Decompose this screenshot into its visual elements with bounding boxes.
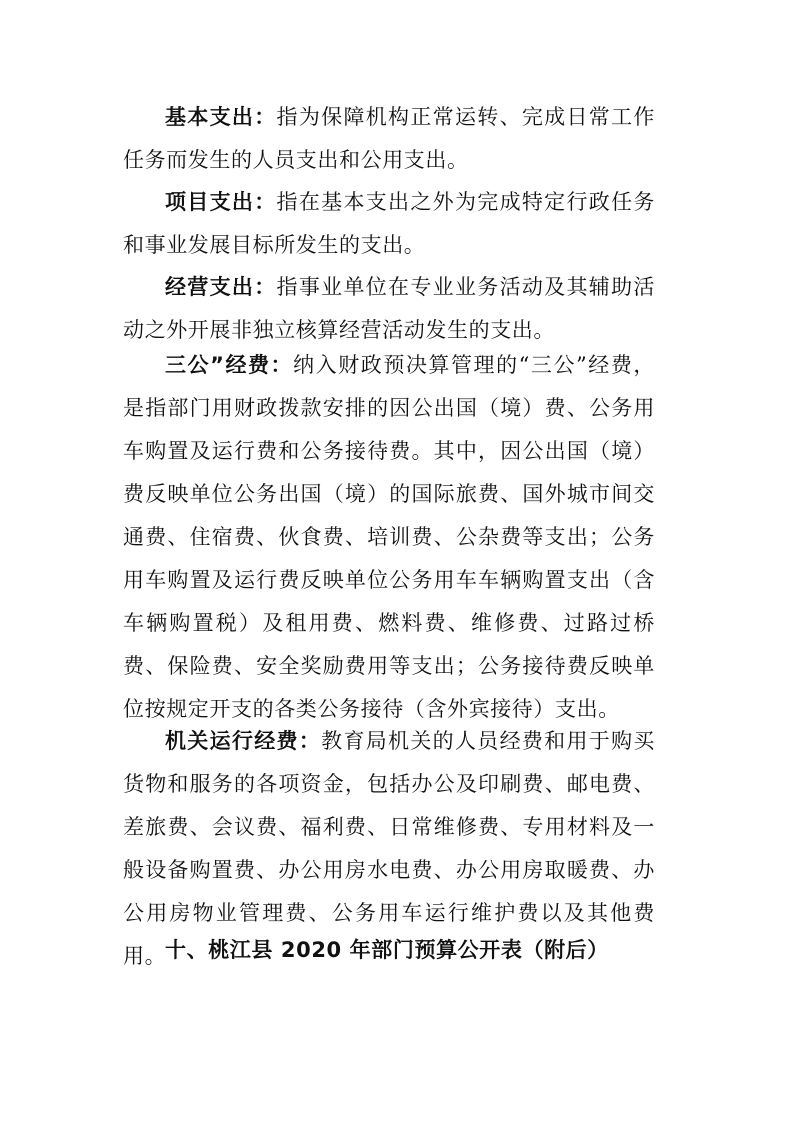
paragraph-basic-expenditure	[123, 96, 655, 182]
term-agency-operating-funds: 机关运行经费：	[165, 729, 322, 753]
term-project-expenditure: 项目支出：	[165, 190, 277, 214]
definition-three-public-funds: 纳入财政预决算管理的“三公”经费，是指部门用财政拨款安排的因公出国（境）费、公务用车购置及运行费和公务接待费。其中，因公出国（境）费反映单位公务出国（境）的国际旅费、国外城市间交通费、住宿费、伙食费、培训费、公杂费等支出；公务用车购置及运行费反映单位公务用车车辆购置支出（含车辆购置税）及租用费、燃料费、维修费、过路过桥费、保险费、安全奖励费用等支出；公务接待费反映单位按规定开支的各类公务接待（含外宾接待）支出。	[123, 353, 655, 721]
term-three-public-funds: 三公”经费：	[165, 353, 294, 377]
definition-operating-expenditure: 指事业单位在专业业务活动及其辅助活动之外开展非独立核算经营活动发生的支出。	[123, 275, 656, 342]
section-heading-budget-tables: 十、桃江县 2020 年部门预算公开表（附后）	[165, 938, 609, 962]
definition-project-expenditure: 指在基本支出之外为完成特定行政任务和事业发展目标所发生的支出。	[123, 190, 656, 257]
paragraph-three-public-funds	[123, 344, 655, 731]
paragraph-operating-expenditure	[123, 266, 655, 352]
term-operating-expenditure: 经营支出：	[165, 275, 277, 299]
term-basic-expenditure: 基本支出：	[165, 105, 277, 129]
definition-basic-expenditure: 指为保障机构正常运转、完成日常工作任务而发生的人员支出和公用支出。	[123, 105, 656, 172]
definition-agency-operating-funds: 教育局机关的人员经费和用于购买货物和服务的各项资金，包括办公及印刷费、邮电费、差旅费、会议费、福利费、日常维修费、专用材料及一般设备购置费、办公用房水电费、办公用房取暖费、办公用房物业管理费、公务用车运行维护费以及其他费用。	[123, 729, 656, 968]
paragraph-project-expenditure	[123, 181, 655, 267]
